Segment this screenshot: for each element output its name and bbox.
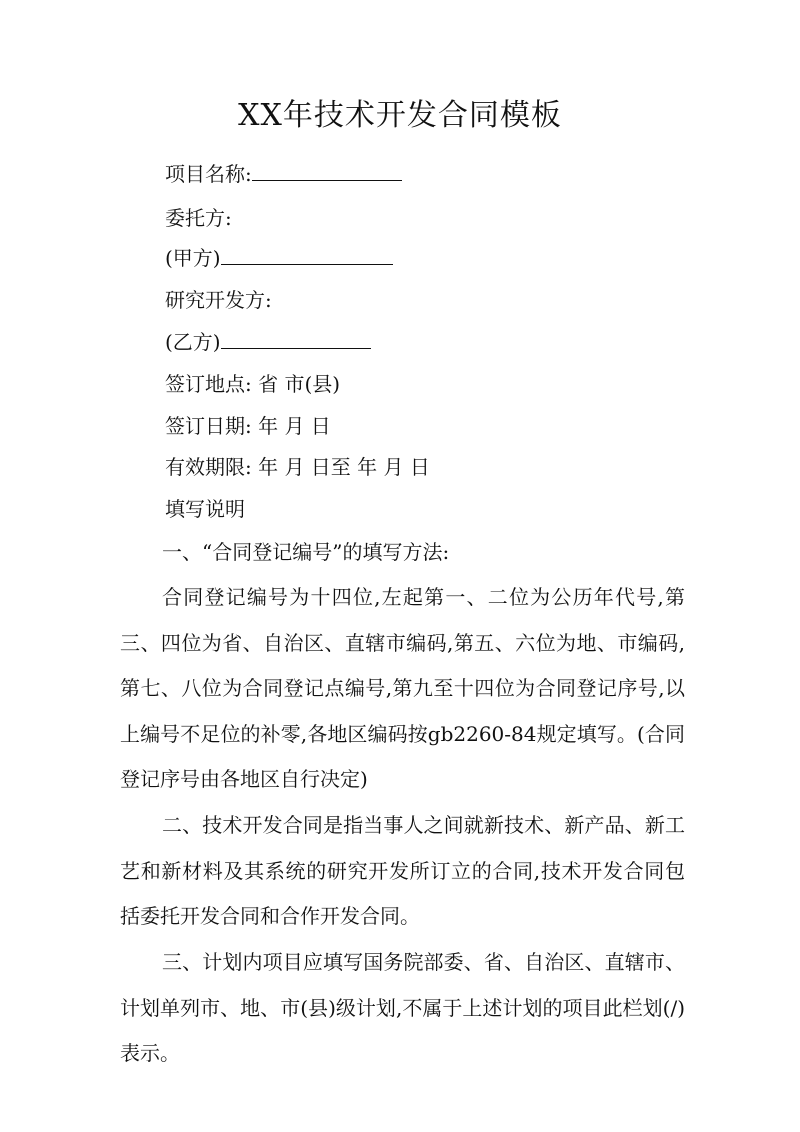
project-name-line (165, 159, 402, 189)
party-a-blank (221, 246, 393, 265)
party-b-line (165, 327, 371, 357)
party-a-label: (甲方) (165, 246, 221, 270)
party-b-label: (乙方) (165, 330, 221, 354)
party-b-blank (221, 330, 371, 349)
document-title: XX年技术开发合同模板 (238, 98, 562, 133)
developer-label: 研究开发方: (165, 288, 272, 312)
project-name-label: 项目名称: (165, 162, 252, 186)
paragraph-4: 三、计划内项目应填写国务院部委、省、自治区、直辖市、计划单列市、地、市(县)级计划,不属于上述计划的项目此栏划(/)表示。 (120, 950, 685, 1065)
instructions-heading: 填写说明 (165, 497, 245, 521)
client-label: 委托方: (165, 206, 232, 230)
valid-period: 有效期限: 年 月 日至 年 月 日 (165, 455, 430, 479)
sign-place: 签订地点: 省 市(县) (165, 372, 341, 396)
party-a-line (165, 243, 393, 273)
sign-date: 签订日期: 年 月 日 (165, 414, 331, 438)
project-name-blank (252, 162, 402, 181)
paragraph-3: 二、技术开发合同是指当事人之间就新技术、新产品、新工艺和新材料及其系统的研究开发所订立的合同,技术开发合同包括委托开发合同和合作开发合同。 (120, 813, 685, 928)
paragraph-2: 合同登记编号为十四位,左起第一、二位为公历年代号,第三、四位为省、自治区、直辖市编码,第五、六位为地、市编码,第七、八位为合同登记点编号,第九至十四位为合同登记序号,以上编号不足位的补零,各地区编码按gb2260-84规定填写。(合同登记序号由各地区自行决定) (120, 585, 685, 791)
paragraph-1: 一、“合同登记编号”的填写方法: (162, 540, 450, 564)
